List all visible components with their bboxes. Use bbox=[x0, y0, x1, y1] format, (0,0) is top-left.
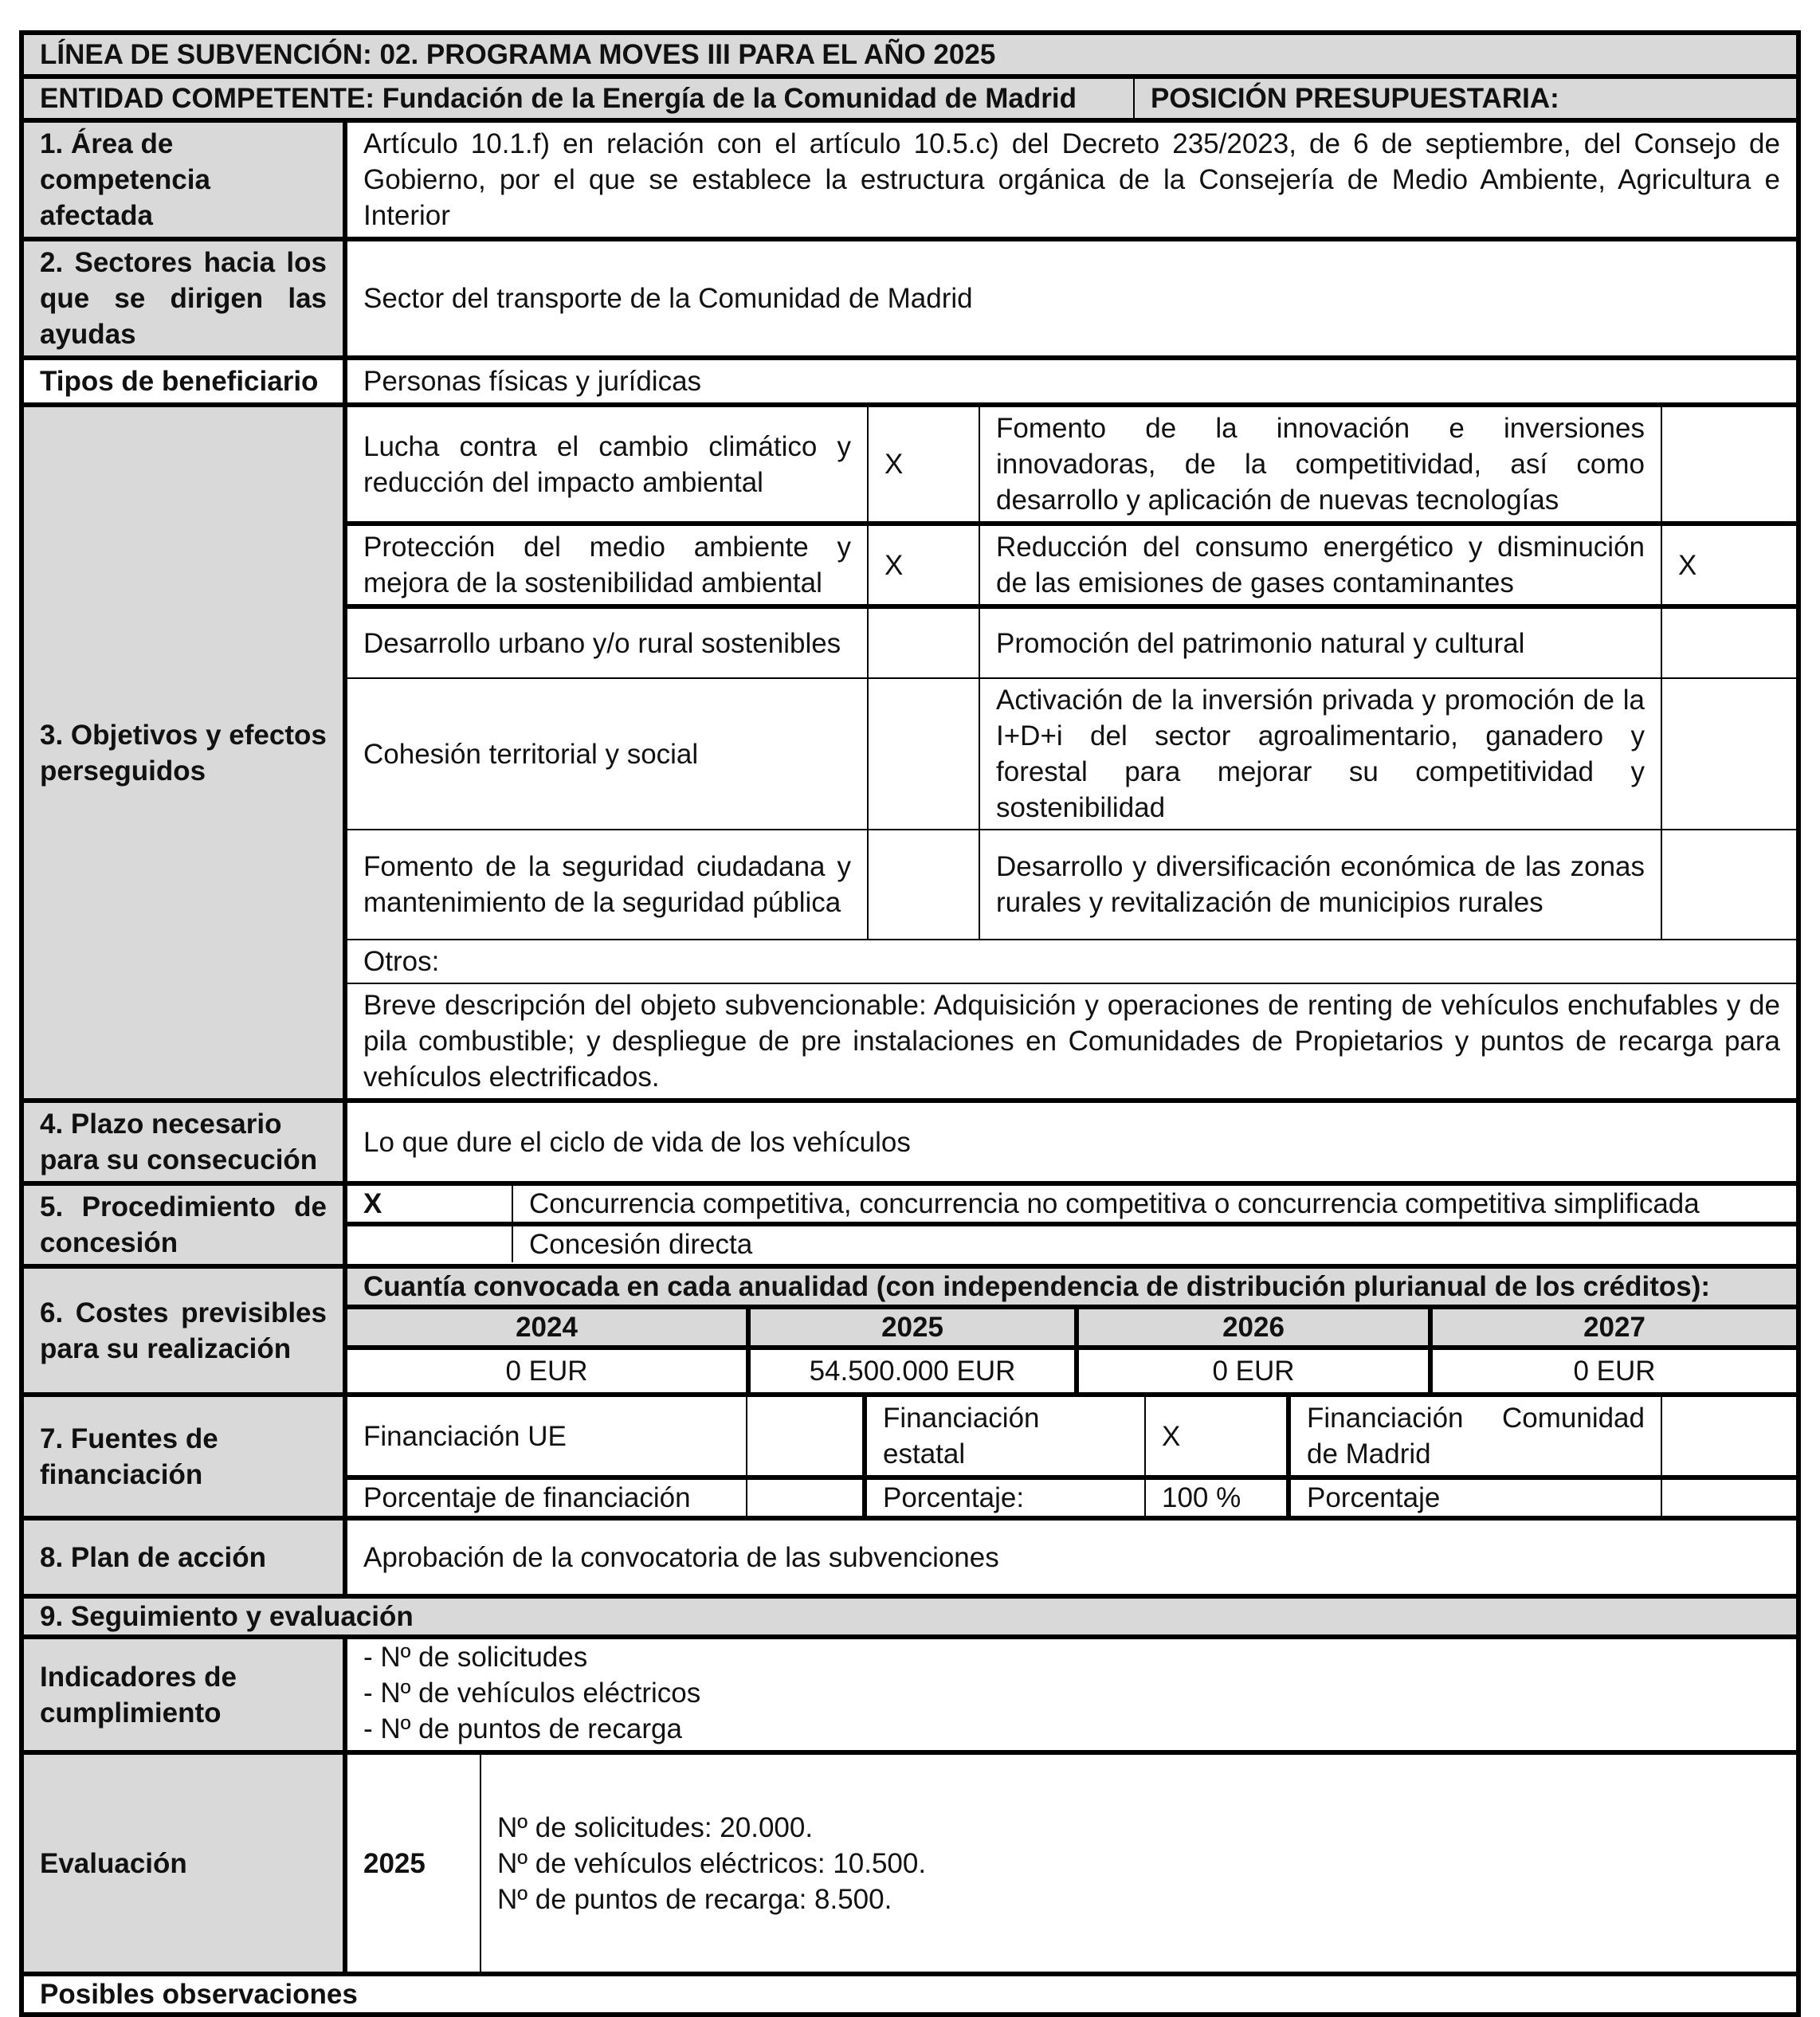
pct-ue-label: Porcentaje de financiación bbox=[363, 1482, 691, 1513]
fuente-ue-label: Financiación UE bbox=[363, 1420, 567, 1452]
plan-value: Aprobación de la convocatoria de las subvenciones bbox=[363, 1541, 999, 1573]
header-linea-row bbox=[24, 35, 1796, 74]
objetivo-row bbox=[347, 677, 1796, 829]
fuentes-label: 7. Fuentes de financiación bbox=[24, 1397, 347, 1516]
objetivo-right-mark[interactable]: X bbox=[1661, 526, 1796, 604]
subsidy-line-sheet bbox=[19, 30, 1801, 2017]
descripcion-row bbox=[347, 983, 1796, 1098]
observaciones-label: Posibles observaciones bbox=[40, 1979, 358, 2010]
pct-cm-value[interactable] bbox=[1661, 1480, 1796, 1516]
fuente-estatal-label: Financiación estatal bbox=[862, 1397, 1144, 1475]
objetivos-label: 3. Objetivos y efectos perseguidos bbox=[24, 407, 347, 1098]
objetivo-right-mark[interactable] bbox=[1661, 609, 1796, 677]
pct-estatal-value[interactable]: 100 % bbox=[1144, 1480, 1286, 1516]
objetivo-row bbox=[347, 829, 1796, 939]
costes-years-row bbox=[347, 1305, 1796, 1345]
objetivos-grid bbox=[347, 407, 1796, 1098]
objetivo-row bbox=[347, 521, 1796, 604]
procedimiento-row bbox=[24, 1181, 1796, 1264]
header-entidad-row bbox=[24, 74, 1796, 118]
objetivo-right-mark[interactable] bbox=[1661, 679, 1796, 829]
procedimiento-label: 5. Procedimiento de concesión bbox=[24, 1186, 347, 1264]
year-amount: 0 EUR bbox=[505, 1356, 588, 1387]
procedimiento-option bbox=[347, 1186, 1796, 1222]
year-amount: 0 EUR bbox=[1428, 1350, 1796, 1392]
evaluacion-row bbox=[24, 1750, 1796, 1972]
linea-title: LÍNEA DE SUBVENCIÓN: 02. PROGRAMA MOVES III PARA EL AÑO 2025 bbox=[40, 39, 996, 70]
year-header: 2026 bbox=[1074, 1309, 1428, 1345]
objetivo-left-mark[interactable]: X bbox=[867, 407, 979, 521]
costes-amounts-row bbox=[347, 1345, 1796, 1392]
plazo-value: Lo que dure el ciclo de vida de los vehículos bbox=[363, 1126, 911, 1158]
area-value: Artículo 10.1.f) en relación con el artículo 10.5.c) del Decreto 235/2023, de 6 de septiembre, del Consejo de Gobierno, por el que se establece la estructura orgánica de la Consejería de Medio Ambiente, Agricultura e Interior bbox=[363, 128, 1780, 231]
fuente-cm-label: Financiación Comunidad de Madrid bbox=[1286, 1397, 1661, 1475]
fuente-estatal-mark[interactable]: X bbox=[1144, 1397, 1286, 1475]
evaluacion-item: Nº de puntos de recarga: 8.500. bbox=[497, 1883, 892, 1915]
evaluacion-item: Nº de solicitudes: 20.000. bbox=[497, 1811, 814, 1843]
procedimiento-options bbox=[347, 1186, 1796, 1264]
plan-label: 8. Plan de acción bbox=[24, 1521, 347, 1594]
indicador-item: - Nº de puntos de recarga bbox=[363, 1713, 682, 1744]
objetivo-left-mark[interactable] bbox=[867, 609, 979, 677]
objetivo-left: Fomento de la seguridad ciudadana y mantenimiento de la seguridad pública bbox=[363, 851, 851, 918]
fuente-cm-mark[interactable] bbox=[1661, 1397, 1796, 1475]
procedimiento-text: Concurrencia competitiva, concurrencia no competitiva o concurrencia competitiva simplificada bbox=[512, 1186, 1796, 1222]
indicador-item: - Nº de vehículos eléctricos bbox=[363, 1678, 701, 1709]
evaluacion-list bbox=[480, 1755, 1796, 1972]
objetivo-row bbox=[347, 604, 1796, 677]
pct-cm-label: Porcentaje bbox=[1286, 1480, 1661, 1516]
objetivo-left-mark[interactable]: X bbox=[867, 526, 979, 604]
evaluacion-year: 2025 bbox=[363, 1847, 426, 1879]
plazo-label: 4. Plazo necesario para su consecución bbox=[24, 1103, 347, 1181]
objetivo-row bbox=[347, 407, 1796, 521]
pct-estatal-label: Porcentaje: bbox=[862, 1480, 1144, 1516]
seguimiento-header-row bbox=[24, 1594, 1796, 1634]
procedimiento-text: Concesión directa bbox=[512, 1226, 1796, 1262]
objetivo-left: Cohesión territorial y social bbox=[363, 738, 699, 770]
fuentes-table bbox=[347, 1397, 1796, 1516]
costes-heading: Cuantía convocada en cada anualidad (con independencia de distribución plurianual de los créditos): bbox=[363, 1271, 1711, 1302]
procedimiento-mark[interactable] bbox=[347, 1226, 512, 1262]
objetivo-right: Reducción del consumo energético y disminución de las emisiones de gases contaminantes bbox=[979, 526, 1661, 604]
sectores-row bbox=[24, 237, 1796, 355]
objetivo-left: Desarrollo urbano y/o rural sostenibles bbox=[363, 627, 841, 659]
seguimiento-label: 9. Seguimiento y evaluación bbox=[40, 1601, 414, 1632]
objetivo-right: Desarrollo y diversificación económica de las zonas rurales y revitalización de municipios rurales bbox=[979, 830, 1661, 939]
otros-label: Otros: bbox=[363, 946, 440, 977]
year-amount: 54.500.000 EUR bbox=[746, 1350, 1074, 1392]
year-header: 2025 bbox=[746, 1309, 1074, 1345]
observaciones-row bbox=[24, 1972, 1796, 2012]
otros-row bbox=[347, 939, 1796, 983]
sectores-value: Sector del transporte de la Comunidad de Madrid bbox=[363, 283, 973, 314]
indicador-item: - Nº de solicitudes bbox=[363, 1642, 588, 1673]
indicadores-row bbox=[24, 1634, 1796, 1750]
fuentes-pct-row bbox=[347, 1475, 1796, 1516]
objetivo-right-mark[interactable] bbox=[1661, 830, 1796, 939]
evaluacion-item: Nº de vehículos eléctricos: 10.500. bbox=[497, 1847, 927, 1879]
objetivo-right: Fomento de la innovación e inversiones innovadoras, de la competitividad, así como desarrollo y aplicación de nuevas tecnologías bbox=[979, 407, 1661, 521]
year-amount: 0 EUR bbox=[1074, 1350, 1428, 1392]
posicion-presupuestaria: POSICIÓN PRESUPUESTARIA: bbox=[1151, 83, 1559, 114]
costes-table bbox=[347, 1269, 1796, 1392]
indicadores-label: Indicadores de cumplimiento bbox=[24, 1639, 347, 1750]
objetivos-row bbox=[24, 402, 1796, 1098]
costes-row bbox=[24, 1264, 1796, 1392]
procedimiento-mark[interactable]: X bbox=[363, 1188, 382, 1219]
objetivo-right: Promoción del patrimonio natural y cultural bbox=[979, 609, 1661, 677]
fuentes-sources-row bbox=[347, 1397, 1796, 1475]
beneficiario-label: Tipos de beneficiario bbox=[24, 360, 347, 402]
objetivo-right-mark[interactable] bbox=[1661, 407, 1796, 521]
sectores-label: 2. Sectores hacia los que se dirigen las ayudas bbox=[24, 241, 347, 355]
plan-row bbox=[24, 1516, 1796, 1594]
indicadores-list bbox=[347, 1639, 1796, 1750]
beneficiario-value: Personas físicas y jurídicas bbox=[363, 366, 702, 397]
descripcion-objeto: Breve descripción del objeto subvencionable: Adquisición y operaciones de renting de vehículos enchufables y de pila combustible; y despliegue de pre instalaciones en Comunidades de Propietarios y puntos de recarga para vehículos electrificados. bbox=[363, 990, 1780, 1093]
area-label: 1. Área de competencia afectada bbox=[24, 123, 347, 237]
year-header: 2024 bbox=[516, 1312, 578, 1343]
year-header: 2027 bbox=[1428, 1309, 1796, 1345]
objetivo-left: Protección del medio ambiente y mejora de la sostenibilidad ambiental bbox=[363, 532, 851, 598]
evaluacion-label: Evaluación bbox=[24, 1755, 347, 1972]
objetivo-left-mark[interactable] bbox=[867, 679, 979, 829]
pct-ue-value[interactable] bbox=[746, 1480, 862, 1516]
objetivo-left: Lucha contra el cambio climático y reducción del impacto ambiental bbox=[363, 430, 851, 498]
plazo-row bbox=[24, 1098, 1796, 1181]
beneficiario-row bbox=[24, 355, 1796, 402]
entidad-competente: ENTIDAD COMPETENTE: Fundación de la Energía de la Comunidad de Madrid bbox=[24, 79, 1135, 118]
objetivo-right: Activación de la inversión privada y promoción de la I+D+i del sector agroalimentario, ganadero y forestal para mejorar su competitividad y sostenibilidad bbox=[979, 679, 1661, 829]
costes-label: 6. Costes previsibles para su realización bbox=[24, 1269, 347, 1392]
procedimiento-option bbox=[347, 1222, 1796, 1262]
fuente-ue-mark[interactable] bbox=[746, 1397, 862, 1475]
costes-heading-row bbox=[347, 1269, 1796, 1305]
area-row bbox=[24, 118, 1796, 237]
fuentes-row bbox=[24, 1392, 1796, 1516]
objetivo-left-mark[interactable] bbox=[867, 830, 979, 939]
